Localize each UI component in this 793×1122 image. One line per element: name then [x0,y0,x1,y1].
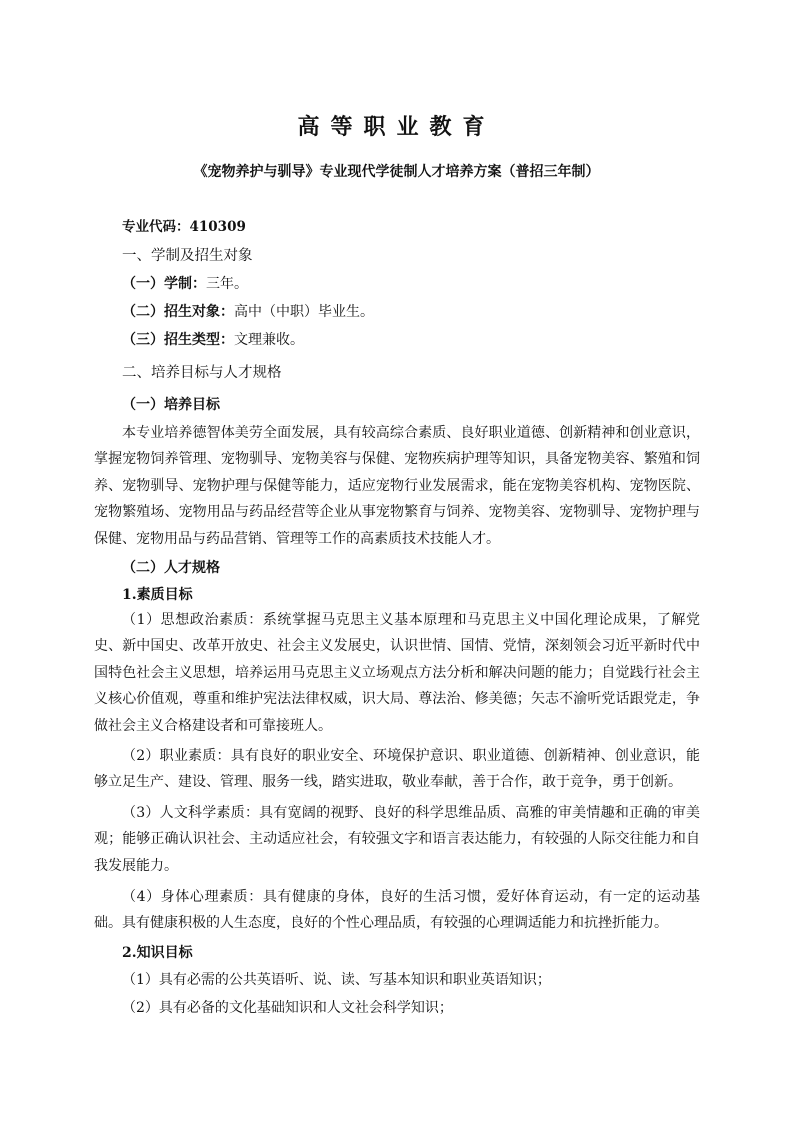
subsection-training-goal: （一）培养目标 [122,397,220,413]
section1-heading: 一、学制及招生对象 [122,248,253,264]
item-label: （三）招生类型： [122,332,234,348]
knowledge-goal-heading: 2.知识目标 [122,945,193,961]
major-code: 专业代码：410309 [122,219,246,235]
document-title-line1: 高等职业教育 [297,115,496,140]
item-label: （一）学制： [122,276,206,292]
quality-paragraph-physical: （4）身体心理素质：具有健康的身体，良好的生活习惯，爱好体育运动，有一定的运动基础。具有健康积极的人生态度，良好的个性心理品质，有较强的心理调适能力和抗挫折能力。 [94,889,700,932]
item-label: （二）招生对象： [122,304,234,320]
section1-item-duration [122,274,248,294]
section1-item-type [122,330,304,350]
subsection-talent-spec: （二）人才规格 [122,560,220,576]
item-text: 高中（中职）毕业生。 [234,304,374,320]
quality-paragraph-professional: （2）职业素质：具有良好的职业安全、环境保护意识、职业道德、创新精神、创业意识，能够立足生产、建设、管理、服务一线，踏实进取，敬业奉献，善于合作，敢于竞争，勇于创新。 [94,748,700,791]
quality-paragraph-political: （1）思想政治素质：系统掌握马克思主义基本原理和马克思主义中国化理论成果，了解党史、新中国史、改革开放史、社会主义发展史，认识世情、国情、党情，深刻领会习近平新时代中国特色社会主义思想，培养运用马克思主义立场观点方法分析和解决问题的能力；自觉践行社会主义核心价值观，尊重和维护宪法法律权威，识大局、尊法治、修美德；矢志不渝听党话跟党走，争做社会主义合格建设者和可靠接班人。 [94,612,700,734]
section2-heading: 二、培养目标与人才规格 [122,365,282,381]
quality-paragraph-humanities: （3）人文科学素质：具有宽阔的视野、良好的科学思维品质、高雅的审美情趣和正确的审美观；能够正确认识社会、主动适应社会，有较强文字和语言表达能力，有较强的人际交往能力和自我发展能力。 [94,805,700,874]
item-text: 文理兼收。 [234,332,304,348]
training-goal-paragraph: 本专业培养德智体美劳全面发展，具有较高综合素质、良好职业道德、创新精神和创业意识，掌握宠物饲养管理、宠物驯导、宠物美容与保健、宠物疾病护理等知识，具备宠物美容、繁殖和饲养、宠物驯导、宠物护理与保健等能力，适应宠物行业发展需求，能在宠物美容机构、宠物医院、宠物繁殖场、宠物用品与药品经营等企业从事宠物繁育与饲养、宠物美容、宠物驯导、宠物护理与保健、宠物用品与药品营销、管理等工作的高素质技术技能人才。 [94,425,700,547]
document-title-line2: 《宠物养护与驯导》专业现代学徒制人才培养方案（普招三年制） [193,164,600,180]
knowledge-item-culture: （2）具有必备的文化基础知识和人文社会科学知识； [122,1000,453,1016]
quality-goal-heading: 1.素质目标 [122,587,193,603]
knowledge-item-english: （1）具有必需的公共英语听、说、读、写基本知识和职业英语知识； [122,972,551,988]
section1-item-target [122,302,374,322]
item-text: 三年。 [206,276,248,292]
